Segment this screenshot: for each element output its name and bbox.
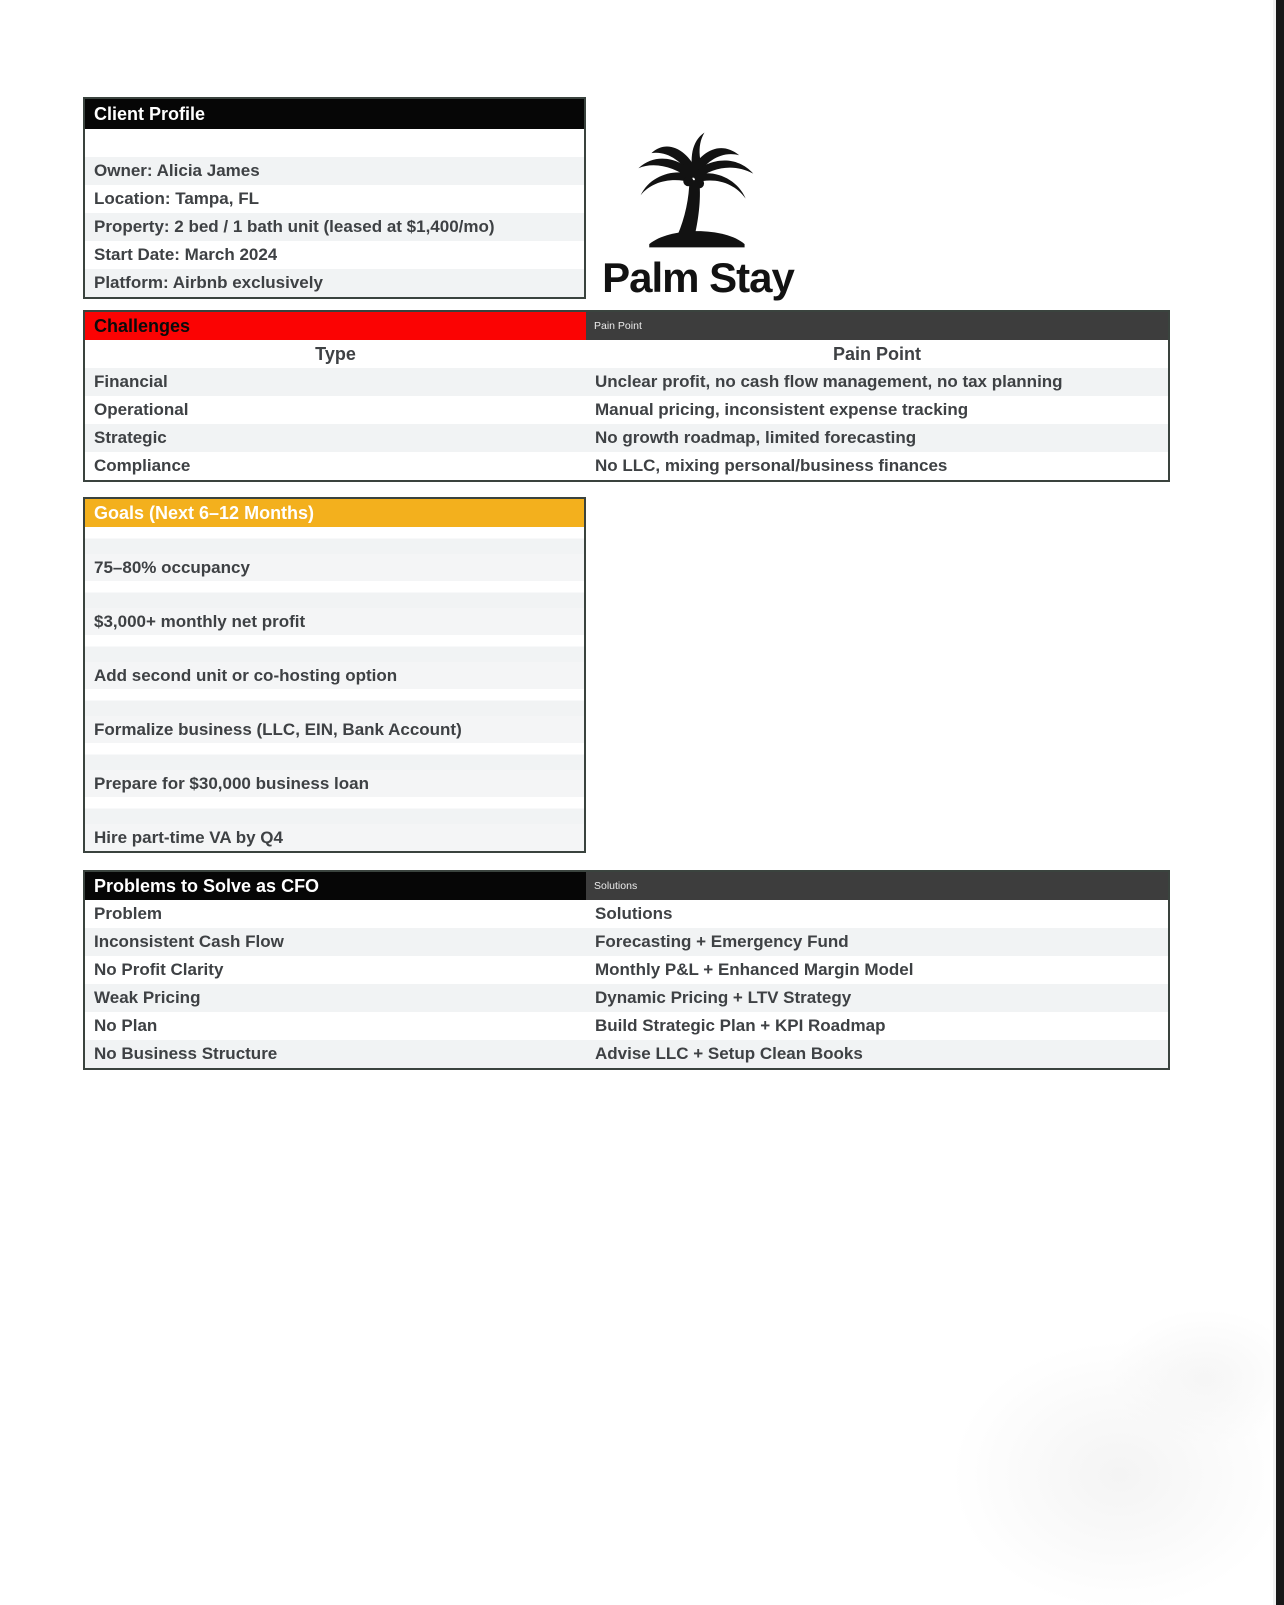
table-row — [85, 185, 584, 213]
challenges-title: Challenges — [85, 312, 586, 340]
goal-item: Add second unit or co-hosting option — [85, 662, 584, 689]
goals-header — [85, 499, 584, 527]
table-row — [85, 928, 1168, 956]
client-profile-header — [85, 99, 584, 129]
solution-cell: Build Strategic Plan + KPI Roadmap — [595, 1016, 886, 1035]
column-header-problem: Problem — [94, 904, 163, 923]
table-row — [85, 269, 584, 297]
problem-cell: No Business Structure — [94, 1044, 278, 1063]
goals-section — [83, 497, 586, 853]
problem-cell: Inconsistent Cash Flow — [94, 932, 284, 951]
table-row — [85, 452, 1168, 480]
table-row — [85, 984, 1168, 1012]
table-row — [85, 956, 1168, 984]
table-row — [85, 1012, 1168, 1040]
solution-cell: Forecasting + Emergency Fund — [595, 932, 849, 951]
start-date-value: Start Date: March 2024 — [94, 245, 278, 264]
table-row — [85, 396, 1168, 424]
column-header-solutions: Solutions — [595, 904, 673, 923]
column-header-pain-point: Pain Point — [832, 344, 921, 364]
solution-cell: Advise LLC + Setup Clean Books — [595, 1044, 863, 1063]
palm-stay-logo — [578, 126, 818, 300]
table-row — [85, 635, 584, 662]
location-value: Location: Tampa, FL — [94, 189, 259, 208]
challenge-type: Strategic — [94, 428, 167, 447]
palm-tree-icon — [622, 126, 774, 256]
table-row — [85, 368, 1168, 396]
table-row — [85, 129, 584, 157]
table-row — [85, 157, 584, 185]
pain-point-tab-label: Pain Point — [586, 312, 1168, 340]
problem-cell: No Profit Clarity — [94, 960, 224, 979]
paper-texture — [930, 1280, 1275, 1605]
property-value: Property: 2 bed / 1 bath unit (leased at $1,400/mo) — [94, 217, 495, 236]
solutions-tab-label: Solutions — [586, 872, 1168, 900]
problems-title: Problems to Solve as CFO — [85, 872, 586, 900]
goal-item: Prepare for $30,000 business loan — [85, 770, 584, 797]
table-row — [85, 213, 584, 241]
table-row — [85, 581, 584, 608]
goal-item: $3,000+ monthly net profit — [85, 608, 584, 635]
platform-value: Platform: Airbnb exclusively — [94, 273, 323, 292]
challenge-pain-point: No LLC, mixing personal/business finances — [595, 456, 948, 475]
client-profile-section — [83, 97, 586, 299]
challenges-section — [83, 310, 1170, 482]
challenge-type: Operational — [94, 400, 189, 419]
column-header-type: Type — [315, 344, 356, 364]
problems-header-bar — [85, 872, 1168, 900]
owner-value: Owner: Alicia James — [94, 161, 260, 180]
goals-title: Goals (Next 6–12 Months) — [94, 503, 315, 523]
table-row — [85, 424, 1168, 452]
table-row — [85, 797, 584, 824]
goal-item: 75–80% occupancy — [85, 554, 584, 581]
challenges-header-bar — [85, 312, 1168, 340]
table-row — [85, 743, 584, 770]
challenge-type: Financial — [94, 372, 168, 391]
table-row — [85, 527, 584, 554]
table-row — [85, 689, 584, 716]
challenge-pain-point: No growth roadmap, limited forecasting — [595, 428, 917, 447]
table-row — [85, 241, 584, 269]
goal-item: Hire part-time VA by Q4 — [85, 824, 584, 851]
challenge-pain-point: Manual pricing, inconsistent expense tracking — [595, 400, 969, 419]
client-profile-title: Client Profile — [94, 104, 206, 124]
table-row — [85, 1040, 1168, 1068]
solution-cell: Dynamic Pricing + LTV Strategy — [595, 988, 852, 1007]
problem-cell: No Plan — [94, 1016, 158, 1035]
logo-wordmark: Palm Stay — [602, 254, 794, 301]
challenge-type: Compliance — [94, 456, 191, 475]
problems-section — [83, 870, 1170, 1070]
problem-cell: Weak Pricing — [94, 988, 201, 1007]
table-header-row — [85, 340, 1168, 368]
solution-cell: Monthly P&L + Enhanced Margin Model — [595, 960, 914, 979]
challenge-pain-point: Unclear profit, no cash flow management, no tax planning — [595, 372, 1063, 391]
page-edge-bar — [1276, 0, 1284, 1605]
table-header-row — [85, 900, 1168, 928]
goal-item: Formalize business (LLC, EIN, Bank Account) — [85, 716, 584, 743]
